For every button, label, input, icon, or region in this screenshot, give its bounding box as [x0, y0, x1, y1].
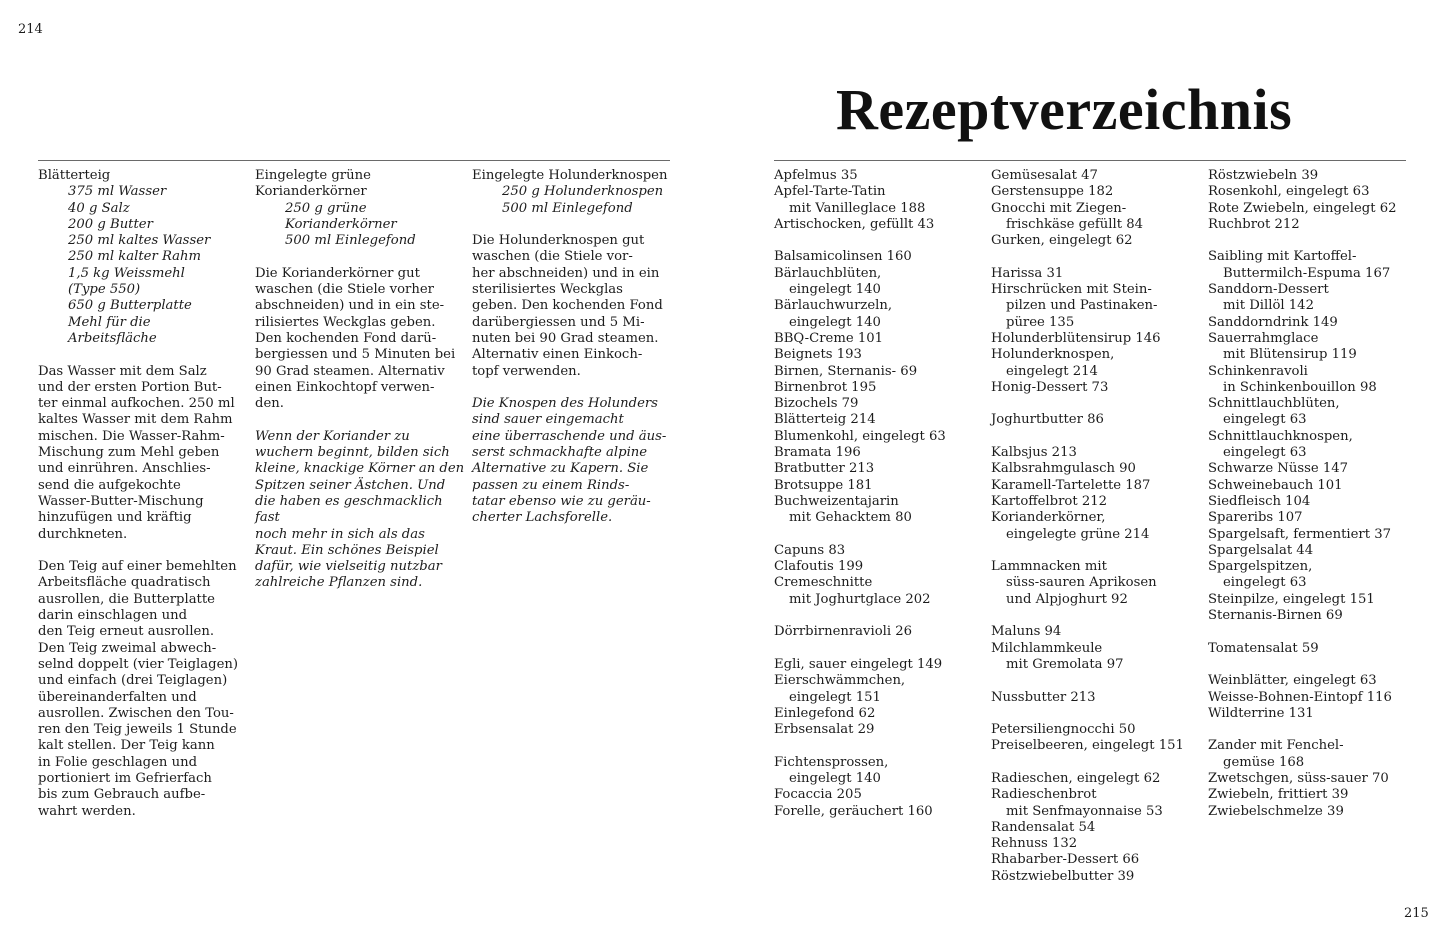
index-entry: Maluns 94	[991, 624, 1062, 640]
index-entry: Brotsuppe 181	[774, 477, 873, 493]
index-entry: Radieschen, eingelegt 62	[991, 770, 1161, 786]
index-entry: püree 135	[1006, 314, 1075, 330]
recipe-text-line: nuten bei 90 Grad steamen.	[472, 330, 659, 346]
index-entry: Fichtensprossen,	[774, 754, 889, 770]
spacer	[774, 641, 984, 657]
ingredient: Mehl für die Arbeitsfläche	[68, 314, 157, 346]
ingredient: 250 g Holunderknospen	[502, 184, 664, 200]
index-entry: Ruchbrot 212	[1208, 216, 1300, 232]
index-entry: Wildterrine 131	[1208, 705, 1314, 721]
index-entry: Steinpilze, eingelegt 151	[1208, 591, 1375, 607]
index-column	[991, 168, 1201, 885]
recipe-note-line: serst schmackhafte alpine	[472, 445, 648, 461]
recipe-text-line: geben. Den kochenden Fond	[472, 298, 663, 314]
index-entry: Erbsensalat 29	[774, 722, 875, 738]
index-entry: Zwetschgen, süss-sauer 70	[1208, 770, 1389, 786]
recipe-text-line: durchkneten.	[38, 526, 128, 542]
ingredient: 250 ml kalter Rahm	[68, 249, 202, 265]
index-entry: Hirschrücken mit Stein-	[991, 282, 1152, 298]
index-entry: eingelegt 140	[789, 770, 881, 786]
index-entry: Siedfleisch 104	[1208, 493, 1311, 509]
recipe-text-line: Den kochenden Fond darü-	[255, 330, 437, 346]
index-entry: Sternanis-Birnen 69	[1208, 608, 1343, 624]
index-entry: Buchweizentajarin	[774, 493, 899, 509]
spacer	[472, 380, 677, 396]
index-entry: Sanddorn-Dessert	[1208, 282, 1329, 298]
recipe-text-line: selnd doppelt (vier Teiglagen)	[38, 656, 239, 672]
spacer	[991, 396, 1201, 412]
recipe-text-line: Arbeitsfläche quadratisch	[38, 575, 211, 591]
index-entry: eingelegte grüne 214	[1006, 526, 1150, 542]
page-number-left: 214	[18, 22, 43, 37]
index-column	[1208, 168, 1418, 820]
index-entry: mit Senfmayonnaise 53	[1006, 803, 1163, 819]
spacer	[774, 608, 984, 624]
spacer	[1208, 233, 1418, 249]
left-page-rule	[38, 160, 670, 161]
index-entry: Holunderknospen,	[991, 347, 1115, 363]
index-entry: Spareribs 107	[1208, 510, 1303, 526]
index-entry: frischkäse gefüllt 84	[1006, 216, 1143, 232]
recipe-text-line: Wasser-Butter-Mischung	[38, 493, 204, 509]
spacer	[774, 527, 984, 543]
index-entry: Milchlammkeule	[991, 640, 1103, 656]
index-entry: mit Vanilleglace 188	[789, 200, 926, 216]
index-entry: Schweinebauch 101	[1208, 477, 1343, 493]
index-entry: Bärlauchwurzeln,	[774, 298, 893, 314]
index-entry: mit Blütensirup 119	[1223, 347, 1357, 363]
index-entry: Zander mit Fenchel-	[1208, 738, 1344, 754]
index-entry: Spargelsaft, fermentiert 37	[1208, 526, 1391, 542]
ingredient: 375 ml Wasser	[68, 184, 167, 200]
index-entry: Artischocken, gefüllt 43	[774, 216, 935, 232]
index-entry: Holunderblütensirup 146	[991, 330, 1161, 346]
spacer	[38, 543, 243, 559]
recipe-note-line: Kraut. Ein schönes Beispiel	[255, 542, 439, 558]
index-entry: Zwiebeln, frittiert 39	[1208, 787, 1349, 803]
index-entry: Weisse-Bohnen-Eintopf 116	[1208, 689, 1392, 705]
recipe-text-line: darübergiessen und 5 Mi-	[472, 314, 645, 330]
ingredient: 250 ml kaltes Wasser	[68, 233, 211, 249]
index-entry: mit Gremolata 97	[1006, 656, 1124, 672]
recipe-text-line: übereinanderfalten und	[38, 689, 197, 705]
ingredient: 650 g Butterplatte	[68, 298, 192, 314]
spacer	[1208, 722, 1418, 738]
index-entry: Birnenbrot 195	[774, 379, 877, 395]
recipe-text-line: topf verwenden.	[472, 363, 581, 379]
index-entry: Bärlauchblüten,	[774, 265, 882, 281]
index-entry: süss-sauren Aprikosen	[1006, 575, 1157, 591]
index-entry: Bratbutter 213	[774, 461, 875, 477]
index-entry: Zwiebelschmelze 39	[1208, 803, 1344, 819]
index-entry: mit Dillöl 142	[1223, 298, 1314, 314]
index-entry: Apfelmus 35	[774, 168, 858, 183]
index-entry: Schwarze Nüsse 147	[1208, 461, 1349, 477]
index-entry: Gerstensuppe 182	[991, 184, 1114, 200]
index-entry: BBQ-Creme 101	[774, 330, 884, 346]
recipe-text-line: darin einschlagen und	[38, 608, 188, 624]
index-entry: Karamell-Tartelette 187	[991, 477, 1151, 493]
index-entry: Schnittlauchknospen,	[1208, 428, 1353, 444]
ingredient: 200 g Butter	[68, 216, 153, 232]
recipe-note-line: Wenn der Koriander zu	[255, 428, 410, 444]
index-entry: Clafoutis 199	[774, 559, 864, 575]
index-entry: pilzen und Pastinaken-	[1006, 298, 1158, 314]
recipe-title: Eingelegte Holunderknospen	[472, 168, 668, 183]
index-entry: Gnocchi mit Ziegen-	[991, 200, 1127, 216]
recipe-text-line: Mischung zum Mehl geben	[38, 445, 220, 461]
index-entry: Blumenkohl, eingelegt 63	[774, 428, 946, 444]
recipe-text-line: Die Korianderkörner gut	[255, 265, 420, 281]
index-entry: eingelegt 151	[789, 689, 881, 705]
index-entry: Kalbsrahmgulasch 90	[991, 461, 1136, 477]
recipe-text-line: den Teig erneut ausrollen.	[38, 624, 215, 640]
index-entry: Einlegefond 62	[774, 705, 876, 721]
index-entry: in Schinkenbouillon 98	[1223, 379, 1377, 395]
recipe-text-line: Die Holunderknospen gut	[472, 233, 645, 249]
index-entry: Capuns 83	[774, 542, 846, 558]
recipe-note-line: eine überraschende und äus-	[472, 428, 667, 444]
recipe-text-line: waschen (die Stiele vor-	[472, 249, 633, 265]
recipe-note-line: kleine, knackige Körner an den	[255, 461, 465, 477]
index-entry: Cremeschnitte	[774, 575, 873, 591]
index-entry: eingelegt 63	[1223, 412, 1307, 428]
index-entry: eingelegt 63	[1223, 575, 1307, 591]
recipe-text-line: bis zum Gebrauch aufbe-	[38, 787, 206, 803]
index-entry: Tomatensalat 59	[1208, 640, 1319, 656]
spacer	[991, 429, 1201, 445]
index-entry: eingelegt 214	[1006, 363, 1098, 379]
recipe-note-line: sind sauer eingemacht	[472, 412, 624, 428]
index-entry: Randensalat 54	[991, 819, 1096, 835]
recipe-note-line: Die Knospen des Holunders	[472, 396, 658, 412]
index-entry: Kartoffelbrot 212	[991, 493, 1107, 509]
index-entry: Rehnuss 132	[991, 836, 1078, 852]
index-entry: Schnittlauchblüten,	[1208, 396, 1340, 412]
index-entry: Saibling mit Kartoffel-	[1208, 249, 1357, 265]
index-entry: Röstzwiebelbutter 39	[991, 868, 1135, 884]
recipe-text-line: mischen. Die Wasser-Rahm-	[38, 428, 225, 444]
recipe-text-line: und einrühren. Anschlies-	[38, 461, 211, 477]
recipe-note-line: passen zu einem Rinds-	[472, 477, 630, 493]
recipe-text-line: und der ersten Portion But-	[38, 379, 222, 395]
index-entry: Rosenkohl, eingelegt 63	[1208, 184, 1370, 200]
recipe-note-line: Spitzen seiner Ästchen. Und	[255, 477, 446, 493]
recipe-note-line: noch mehr in sich als das	[255, 526, 425, 542]
recipe-text-line: wahrt werden.	[38, 803, 136, 819]
recipe-note-line: Alternative zu Kapern. Sie	[472, 461, 649, 477]
recipe-text-line: bergiessen und 5 Minuten bei	[255, 347, 456, 363]
recipe-note-line: zahlreiche Pflanzen sind.	[255, 575, 423, 591]
recipe-text-line: kaltes Wasser mit dem Rahm	[38, 412, 233, 428]
index-entry: Beignets 193	[774, 347, 862, 363]
recipe-note-line: tatar ebenso wie zu geräu-	[472, 493, 651, 509]
index-entry: Sanddorndrink 149	[1208, 314, 1338, 330]
spacer	[255, 249, 465, 265]
index-entry: Harissa 31	[991, 265, 1064, 281]
recipe-text-line: in Folie geschlagen und	[38, 754, 198, 770]
ingredient: 500 ml Einlegefond	[502, 200, 633, 216]
spacer	[255, 412, 465, 428]
index-entry: Focaccia 205	[774, 787, 862, 803]
recipe-note-line: die haben es geschmacklich fast	[255, 493, 443, 526]
ingredient: Korianderkörner	[285, 216, 397, 232]
recipe-column	[255, 168, 465, 592]
ingredient: 500 ml Einlegefond	[285, 233, 416, 249]
index-entry: Schinkenravoli	[1208, 363, 1308, 379]
index-entry: mit Gehacktem 80	[789, 510, 912, 526]
spacer	[991, 755, 1201, 771]
recipe-text-line: ausrollen. Zwischen den Tou-	[38, 705, 234, 721]
recipe-text-line: den.	[255, 396, 284, 412]
index-entry: Gemüsesalat 47	[991, 168, 1098, 183]
index-entry: Eierschwämmchen,	[774, 673, 906, 689]
recipe-column	[472, 168, 677, 527]
spacer	[774, 738, 984, 754]
index-entry: Blätterteig 214	[774, 412, 876, 428]
spacer	[991, 673, 1201, 689]
recipe-text-line: ausrollen, die Butterplatte	[38, 591, 215, 607]
recipe-text-line: ter einmal aufkochen. 250 ml	[38, 396, 235, 412]
recipe-title: Eingelegte grüne	[255, 168, 371, 183]
recipe-text-line: Den Teig zweimal abwech-	[38, 640, 217, 656]
index-entry: Dörrbirnenravioli 26	[774, 624, 913, 640]
index-entry: gemüse 168	[1223, 754, 1305, 770]
spacer	[991, 543, 1201, 559]
recipe-text-line: send die aufgekochte	[38, 477, 181, 493]
index-entry: Egli, sauer eingelegt 149	[774, 656, 943, 672]
index-entry: Petersiliengnocchi 50	[991, 722, 1136, 738]
page-title: Rezeptverzeichnis	[836, 77, 1293, 142]
index-entry: und Alpjoghurt 92	[1006, 591, 1128, 607]
recipe-text-line: einen Einkochtopf verwen-	[255, 379, 435, 395]
recipe-title: Korianderkörner	[255, 184, 367, 200]
right-page-rule	[774, 160, 1406, 161]
recipe-text-line: rilisiertes Weckglas geben.	[255, 314, 436, 330]
recipe-text-line: Den Teig auf einer bemehlten	[38, 559, 237, 575]
recipe-text-line: Das Wasser mit dem Salz	[38, 363, 207, 379]
index-entry: Preiselbeeren, eingelegt 151	[991, 738, 1184, 754]
ingredient: 1,5 kg Weissmehl	[68, 265, 185, 281]
recipe-text-line: und einfach (drei Teiglagen)	[38, 673, 228, 689]
index-entry: Rhabarber-Dessert 66	[991, 852, 1140, 868]
index-entry: Balsamicolinsen 160	[774, 249, 912, 265]
spacer	[991, 608, 1201, 624]
index-entry: mit Joghurtglace 202	[789, 591, 931, 607]
recipe-text-line: hinzufügen und kräftig	[38, 510, 192, 526]
recipe-column	[38, 168, 243, 820]
spacer	[472, 217, 677, 233]
index-entry: Spargelsalat 44	[1208, 542, 1314, 558]
index-entry: eingelegt 140	[789, 314, 881, 330]
spacer	[1208, 657, 1418, 673]
recipe-note-line: wuchern beginnt, bilden sich	[255, 445, 450, 461]
index-entry: Weinblätter, eingelegt 63	[1208, 673, 1377, 689]
index-entry: Honig-Dessert 73	[991, 379, 1109, 395]
index-entry: Forelle, geräuchert 160	[774, 803, 933, 819]
recipe-text-line: kalt stellen. Der Teig kann	[38, 738, 215, 754]
index-entry: Spargelspitzen,	[1208, 559, 1313, 575]
index-entry: Röstzwiebeln 39	[1208, 168, 1319, 183]
index-entry: Buttermilch-Espuma 167	[1223, 265, 1391, 281]
recipe-note-line: dafür, wie vielseitig nutzbar	[255, 559, 442, 575]
spacer	[38, 347, 243, 363]
page-number-right: 215	[1404, 906, 1429, 921]
index-column	[774, 168, 984, 820]
ingredient: 40 g Salz	[68, 200, 130, 216]
spacer	[774, 233, 984, 249]
spacer	[991, 706, 1201, 722]
index-entry: Radieschenbrot	[991, 787, 1097, 803]
recipe-text-line: her abschneiden) und in ein	[472, 265, 660, 281]
index-entry: Gurken, eingelegt 62	[991, 233, 1133, 249]
index-entry: eingelegt 63	[1223, 445, 1307, 461]
index-entry: Nussbutter 213	[991, 689, 1096, 705]
index-entry: Birnen, Sternanis- 69	[774, 363, 918, 379]
index-entry: Sauerrahmglace	[1208, 330, 1319, 346]
recipe-text-line: waschen (die Stiele vorher	[255, 282, 434, 298]
recipe-text-line: sterilisiertes Weckglas	[472, 282, 623, 298]
recipe-title: Blätterteig	[38, 168, 111, 183]
recipe-text-line: abschneiden) und in ein ste-	[255, 298, 445, 314]
spacer	[1208, 624, 1418, 640]
index-entry: Apfel-Tarte-Tatin	[774, 184, 886, 200]
recipe-text-line: ren den Teig jeweils 1 Stunde	[38, 722, 237, 738]
index-entry: Kalbsjus 213	[991, 445, 1077, 461]
index-entry: Rote Zwiebeln, eingelegt 62	[1208, 200, 1397, 216]
ingredient: 250 g grüne	[285, 200, 367, 216]
index-entry: Korianderkörner,	[991, 510, 1106, 526]
recipe-text-line: Alternativ einen Einkoch-	[472, 347, 643, 363]
index-entry: Lammnacken mit	[991, 559, 1107, 575]
index-entry: Bramata 196	[774, 445, 861, 461]
recipe-text-line: portioniert im Gefrierfach	[38, 770, 212, 786]
index-entry: Bizochels 79	[774, 396, 859, 412]
recipe-text-line: 90 Grad steamen. Alternativ	[255, 363, 445, 379]
ingredient: (Type 550)	[68, 282, 141, 298]
spacer	[991, 249, 1201, 265]
index-entry: Joghurtbutter 86	[991, 412, 1104, 428]
index-entry: eingelegt 140	[789, 282, 881, 298]
recipe-note-line: cherter Lachsforelle.	[472, 510, 613, 526]
